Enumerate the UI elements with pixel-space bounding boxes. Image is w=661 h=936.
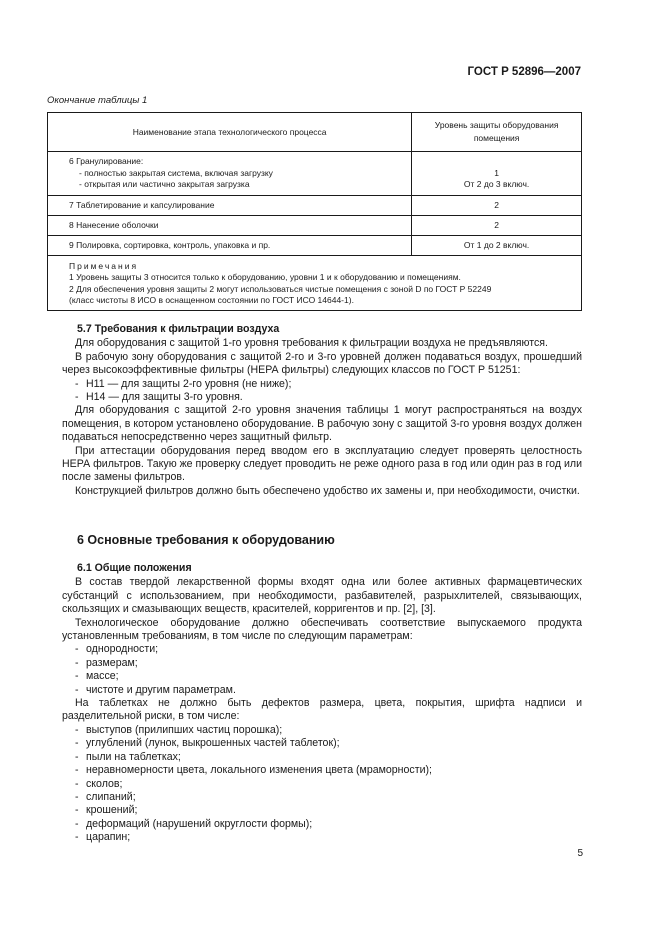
list-item: - выступов (прилипших частиц порошка);: [75, 723, 283, 736]
paragraph: В рабочую зону оборудования с защитой 2-го и 3-го уровней должен подаваться воздух, прошедший через высокоэффективные фильтры (НЕРА фильтры) следующих классов по ГОСТ Р 51251:: [62, 350, 582, 377]
list-item: - Н14 — для защиты 3-го уровня.: [75, 391, 243, 404]
table-caption: Окончание таблицы 1: [47, 95, 148, 106]
table-row: [48, 196, 582, 216]
level-cell: [412, 152, 582, 196]
section-6-1: [62, 562, 582, 845]
stage-name: 7 Таблетирование и капсулирование: [48, 196, 412, 216]
list-item: - деформаций (нарушений округлости формы);: [75, 817, 313, 830]
table-row: [48, 216, 582, 236]
table-notes: [48, 256, 582, 311]
level-value: 1: [494, 167, 499, 178]
list-item: - размерам;: [75, 656, 138, 669]
stage-cell: [48, 152, 412, 196]
process-table: [47, 112, 582, 311]
paragraph: В состав твердой лекарственной формы входят одна или более активных фармацевтических субстанций с использованием, при необходимости, разбавителей, разрыхлителей, связывающих, скользящих и смазывающих веществ, красителей, корригентов и пр. [2], [3].: [62, 576, 582, 616]
standard-number: ГОСТ Р 52896—2007: [467, 66, 581, 78]
stage-name: 6 Гранулирование:: [69, 156, 144, 167]
note-1: 1 Уровень защиты 3 относится только к оборудованию, уровни 1 и к оборудованию и помещениям.: [69, 272, 461, 283]
stage-name: 8 Нанесение оболочки: [48, 216, 412, 236]
table-notes-row: [48, 256, 582, 311]
table-header-row: [48, 113, 582, 152]
list-item: - чистоте и другим параметрам.: [75, 683, 236, 696]
level-value: 2: [412, 196, 582, 216]
level-value: От 1 до 2 включ.: [412, 236, 582, 256]
chapter-heading: 6 Основные требования к оборудованию: [77, 533, 335, 547]
paragraph: Для оборудования с защитой 1-го уровня требования к фильтрации воздуха не предъявляются.: [75, 337, 548, 350]
column-header-level: Уровень защиты оборудования помещения: [412, 113, 582, 152]
note-2-continuation: (класс чистоты 8 ИСО в оснащенном состоянии по ГОСТ ИСО 14644-1).: [69, 294, 354, 305]
stage-subitem: - открытая или частично закрытая загрузка: [79, 179, 250, 190]
paragraph: При аттестации оборудования перед вводом его в эксплуатацию следует проверять целостность НЕРА фильтров. Такую же проверку следует проводить не реже одного раза в год или один раз в год или после замены фильтров.: [62, 444, 582, 484]
paragraph: Для оборудования с защитой 2-го уровня значения таблицы 1 могут распространяться на воздух помещения, в котором установлено оборудование. В рабочую зону с защитой 3-го уровня воздух должен подаваться непосредственно через защитный фильтр.: [62, 404, 582, 444]
level-value: От 2 до 3 включ.: [463, 179, 530, 190]
list-item: - сколов;: [75, 777, 123, 790]
list-item: - Н11 — для защиты 2-го уровня (не ниже);: [75, 377, 292, 390]
section-heading: 6.1 Общие положения: [77, 562, 192, 574]
stage-subitem: - полностью закрытая система, включая загрузку: [79, 167, 273, 178]
column-header-stage: Наименование этапа технологического процесса: [48, 113, 412, 152]
paragraph: Конструкцией фильтров должно быть обеспечено удобство их замены и, при необходимости, очистки.: [75, 484, 580, 497]
section-5-7: [62, 323, 582, 498]
list-item: - пыли на таблетках;: [75, 750, 181, 763]
page-number: 5: [577, 848, 583, 859]
list-item: - крошений;: [75, 804, 138, 817]
list-item: - однородности;: [75, 643, 159, 656]
list-item: - неравномерности цвета, локального изменения цвета (мраморности);: [75, 764, 432, 777]
list-item: - царапин;: [75, 831, 131, 844]
list-item: - углублений (лунок, выкрошенных частей таблеток);: [75, 737, 340, 750]
list-item: - массе;: [75, 670, 119, 683]
section-heading: 5.7 Требования к фильтрации воздуха: [77, 323, 280, 335]
list-item: - слипаний;: [75, 790, 136, 803]
table-row: [48, 236, 582, 256]
notes-title: Примечания: [69, 261, 139, 271]
section-6-heading-block: [62, 534, 582, 547]
table-row: [48, 152, 582, 196]
note-2: 2 Для обеспечения уровня защиты 2 могут использоваться чистые помещения с зоной D по ГОСТ Р 52249: [69, 283, 492, 294]
paragraph: На таблетках не должно быть дефектов размера, цвета, покрытия, шрифта надписи и разделительной риски, в том числе:: [62, 697, 582, 723]
level-value: 2: [412, 216, 582, 236]
stage-name: 9 Полировка, сортировка, контроль, упаковка и пр.: [48, 236, 412, 256]
paragraph: Технологическое оборудование должно обеспечивать соответствие выпускаемого продукта установленным требованиям, в том числе по следующим параметрам:: [62, 616, 582, 643]
